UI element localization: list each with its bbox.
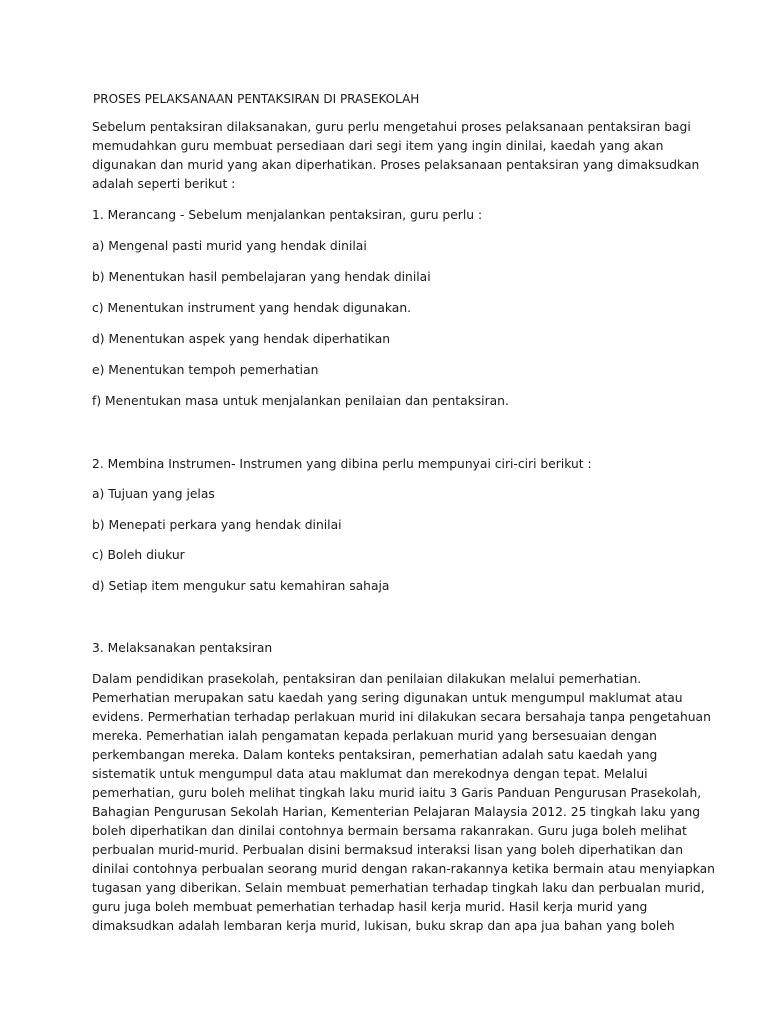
paragraph-line: Pemerhatian merupakan satu kaedah yang sering digunakan untuk mengumpul maklumat atau xyxy=(92,691,683,705)
paragraph-line: evidens. Permerhatian terhadap perlakuan murid ini dilakukan secara bersahaja tanpa pengetahuan xyxy=(92,710,711,724)
list-item: d) Menentukan aspek yang hendak diperhatikan xyxy=(92,332,391,346)
list-item: c) Menentukan instrument yang hendak digunakan. xyxy=(92,301,412,315)
paragraph-line: dinilai contohnya perbualan seorang murid dengan rakan-rakannya ketika bermain atau menyiapkan xyxy=(92,862,715,876)
paragraph-line: tugasan yang diberikan. Selain membuat pemerhatian terhadap tingkah laku dan perbualan murid, xyxy=(92,881,705,895)
list-item: b) Menentukan hasil pembelajaran yang hendak dinilai xyxy=(92,270,431,284)
list-item: e) Menentukan tempoh pemerhatian xyxy=(92,363,319,377)
document-title: PROSES PELAKSANAAN PENTAKSIRAN DI PRASEKOLAH xyxy=(93,92,420,106)
list-item: a) Tujuan yang jelas xyxy=(92,487,215,501)
intro-line: memudahkan guru membuat persediaan dari segi item yang ingin dinilai, kaedah yang akan xyxy=(92,139,664,153)
intro-line: digunakan dan murid yang akan diperhatikan. Proses pelaksanaan pentaksiran yang dimaksudkan xyxy=(92,158,700,172)
list-item: b) Menepati perkara yang hendak dinilai xyxy=(92,518,342,532)
paragraph-line: pemerhatian, guru boleh melihat tingkah laku murid iaitu 3 Garis Panduan Pengurusan Prasekolah, xyxy=(92,786,702,800)
section-heading: 1. Merancang - Sebelum menjalankan pentaksiran, guru perlu : xyxy=(92,208,483,222)
list-item: f) Menentukan masa untuk menjalankan penilaian dan pentaksiran. xyxy=(92,394,509,408)
paragraph-line: sistematik untuk mengumpul data atau maklumat dan merekodnya dengan tepat. Melalui xyxy=(92,767,648,781)
paragraph-line: Dalam pendidikan prasekolah, pentaksiran dan penilaian dilakukan melalui pemerhatian. xyxy=(92,672,642,686)
paragraph-line: boleh diperhatikan dan dinilai contohnya bermain bersama rakanrakan. Guru juga boleh melihat xyxy=(92,824,687,838)
paragraph-line: mereka. Pemerhatian ialah pengamatan kepada perlakuan murid yang bersesuaian dengan xyxy=(92,729,657,743)
intro-line: Sebelum pentaksiran dilaksanakan, guru perlu mengetahui proses pelaksanaan pentaksiran bagi xyxy=(92,120,691,134)
section-heading: 2. Membina Instrumen- Instrumen yang dibina perlu mempunyai ciri-ciri berikut : xyxy=(92,457,592,471)
paragraph-line: perbualan murid-murid. Perbualan disini bermaksud interaksi lisan yang boleh diperhatikan dan xyxy=(92,843,684,857)
list-item: d) Setiap item mengukur satu kemahiran sahaja xyxy=(92,579,390,593)
paragraph-line: perkembangan mereka. Dalam konteks pentaksiran, pemerhatian adalah satu kaedah yang xyxy=(92,748,658,762)
paragraph-line: guru juga boleh membuat pemerhatian terhadap hasil kerja murid. Hasil kerja murid yang xyxy=(92,900,648,914)
list-item: c) Boleh diukur xyxy=(92,548,185,562)
paragraph-line: dimaksudkan adalah lembaran kerja murid, lukisan, buku skrap dan apa jua bahan yang boleh xyxy=(92,919,675,933)
section-heading: 3. Melaksanakan pentaksiran xyxy=(92,641,273,655)
intro-line: adalah seperti berikut : xyxy=(92,177,236,191)
list-item: a) Mengenal pasti murid yang hendak dinilai xyxy=(92,239,367,253)
paragraph-line: Bahagian Pengurusan Sekolah Harian, Kementerian Pelajaran Malaysia 2012. 25 tingkah laku yang xyxy=(92,805,701,819)
